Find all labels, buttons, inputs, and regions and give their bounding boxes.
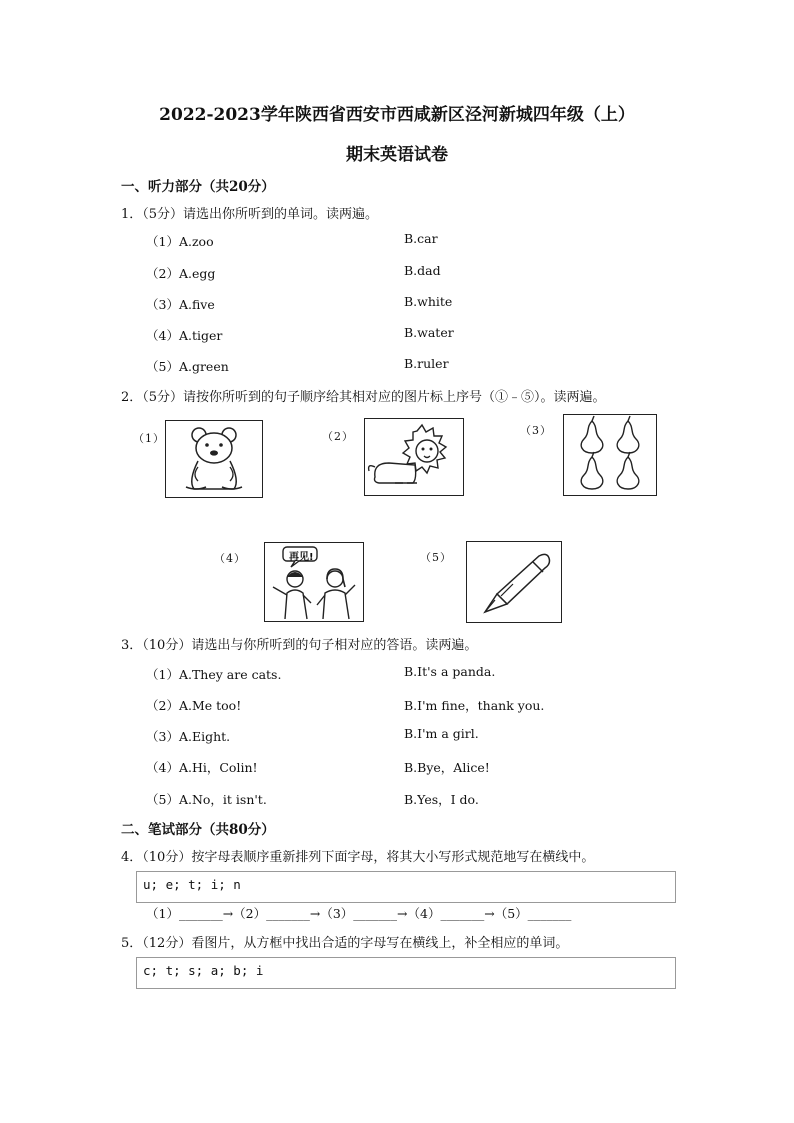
bear-icon (166, 421, 262, 497)
q3-option-a: （2）A.Me too! (146, 698, 242, 713)
exam-title-line1: 2022-2023学年陕西省西安市西咸新区泾河新城四年级（上） (159, 105, 635, 125)
picture-label-3: （3） (520, 424, 552, 437)
letters-box-text: c; t; s; a; b; i (143, 963, 264, 978)
q1-option-b: B.white (404, 294, 453, 309)
exam-title-line2: 期末英语试卷 (346, 145, 448, 165)
section-writing-heading: 二、笔试部分（共80分） (121, 822, 275, 838)
q1-option-b: B.water (404, 325, 454, 340)
question-4-prompt: 4．（10分）按字母表顺序重新排列下面字母，将其大小写形式规范地写在横线中。 (121, 850, 595, 865)
q1-option-a: （4）A.tiger (146, 328, 223, 343)
picture-label-5: （5） (420, 551, 452, 564)
fountain-pen-icon (467, 542, 561, 622)
q1-option-a: （1）A.zoo (146, 234, 214, 249)
q1-option-b: B.dad (404, 263, 441, 278)
question-1-prompt: 1．（5分）请选出你所听到的单词。读两遍。 (121, 207, 379, 222)
q1-option-a: （3）A.five (146, 297, 215, 312)
letters-box-text: u; e; t; i; n (143, 877, 241, 892)
picture-label-4: （4） (214, 552, 246, 565)
goodbye-picture (264, 542, 364, 622)
q3-option-a: （5）A.No，it isn't. (146, 792, 267, 807)
answer-lines-q4: （1）_______→（2）_______→（3）_______→（4）_______→（5）_______ (146, 906, 572, 921)
picture-label-1: （1） (133, 432, 165, 445)
question-2-prompt: 2．（5分）请按你所听到的句子顺序给其相对应的图片标上序号（①﹣⑤）。读两遍。 (121, 390, 606, 405)
q3-option-b: B.Bye，Alice! (404, 760, 490, 775)
q3-option-b: B.It's a panda. (404, 664, 496, 679)
q1-option-b: B.ruler (404, 356, 449, 371)
question-5-prompt: 5．（12分）看图片，从方框中找出合适的字母写在横线上，补全相应的单词。 (121, 936, 569, 951)
section-listening-heading: 一、听力部分（共20分） (121, 179, 275, 195)
q3-option-b: B.Yes，I do. (404, 792, 479, 807)
lion-picture (364, 418, 464, 496)
q1-option-a: （5）A.green (146, 359, 229, 374)
q1-option-a: （2）A.egg (146, 266, 216, 281)
pears-picture (563, 414, 657, 496)
bear-picture (165, 420, 263, 498)
q3-option-a: （3）A.Eight. (146, 729, 231, 744)
letters-box-q4 (136, 871, 676, 903)
pears-icon (564, 415, 656, 495)
question-3-prompt: 3．（10分）请选出与你所听到的句子相对应的答语。读两遍。 (121, 638, 478, 653)
q3-option-a: （1）A.They are cats. (146, 667, 282, 682)
waving-children-icon (265, 543, 363, 621)
speech-bubble-text: 再见! (289, 552, 314, 563)
q3-option-b: B.I'm fine，thank you. (404, 698, 545, 713)
letters-box-q5 (136, 957, 676, 989)
pen-picture (466, 541, 562, 623)
q1-option-b: B.car (404, 231, 438, 246)
q3-option-b: B.I'm a girl. (404, 726, 479, 741)
lion-icon (365, 419, 463, 495)
q3-option-a: （4）A.Hi，Colin! (146, 760, 258, 775)
picture-label-2: （2） (322, 430, 354, 443)
